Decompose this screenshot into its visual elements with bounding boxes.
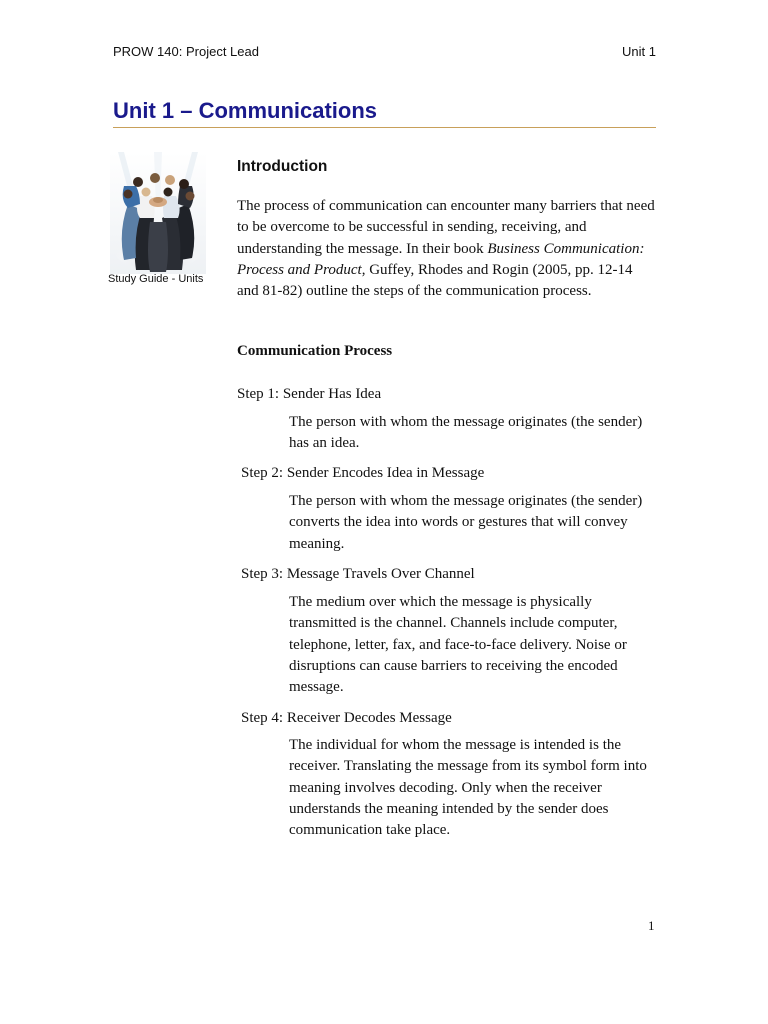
step-4-description: The individual for whom the message is intended is the receiver. Translating the message from its symbol form into meaning involves decoding. Only when the receiver understands the meaning intended by the sender does communication take place.: [289, 737, 647, 839]
step-1-description: The person with whom the message originates (the sender) has an idea.: [289, 414, 643, 452]
page-number: 1: [648, 918, 655, 933]
intro-text-part-1: The process of communication can encounter many barriers that need to be overcome to be successful in sending, receiving, and understanding the message. In their book: [237, 198, 655, 257]
communication-process-heading: Communication Process: [237, 343, 393, 359]
step-2-description: The person with whom the message originates (the sender) converts the idea into words or gestures that will convey meaning.: [289, 493, 643, 552]
step-3-description: The medium over which the message is physically transmitted is the channel. Channels include computer, telephone, letter, fax, and face-to-face delivery. Noise or disruptions can cause barriers to receiving the encoded message.: [289, 594, 627, 696]
running-header-course: PROW 140: Project Lead: [113, 44, 259, 59]
introduction-heading: Introduction: [237, 158, 328, 175]
intro-text-part-2: , Guffey, Rhodes and Rogin (2005, pp. 12-14 and 81-82) outline the steps of the communication process.: [237, 261, 633, 300]
photo-caption: Study Guide - Units: [108, 273, 204, 285]
introduction-paragraph: [237, 196, 657, 302]
step-4-title: Step 4: Receiver Decodes Message: [241, 710, 452, 726]
page-title: Unit 1 – Communications: [113, 98, 378, 123]
team-huddle-photo: [110, 152, 206, 274]
book-title: Business Communication: Process and Product: [237, 240, 645, 278]
running-header-unit: Unit 1: [622, 44, 656, 59]
step-2-title: Step 2: Sender Encodes Idea in Message: [241, 465, 485, 481]
step-1-title: Step 1: Sender Has Idea: [237, 386, 382, 402]
title-divider: [113, 127, 656, 128]
step-3-title: Step 3: Message Travels Over Channel: [241, 566, 475, 582]
